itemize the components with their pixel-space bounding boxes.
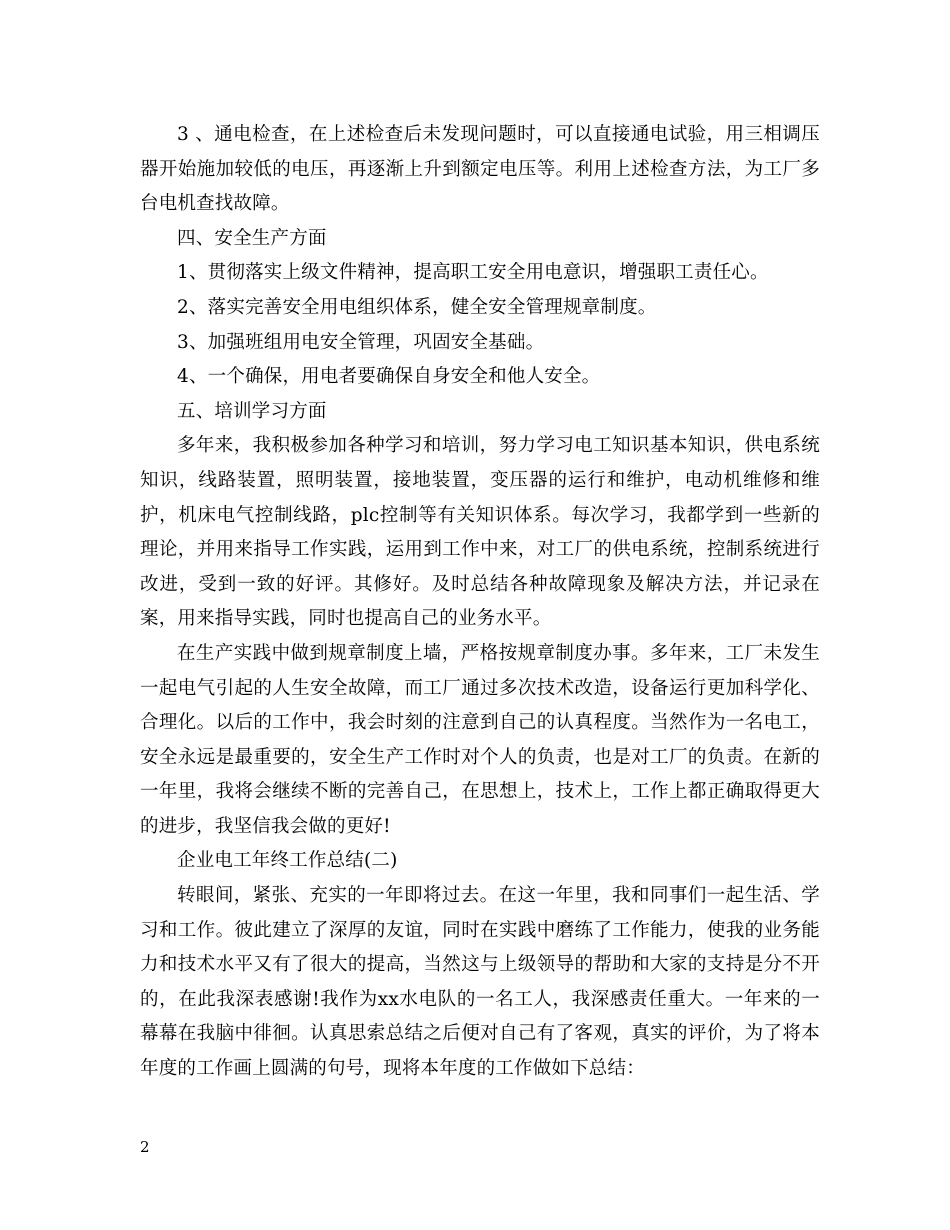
page-number: 2 <box>140 1138 150 1156</box>
list-item-safety-4: 4、一个确保，用电者要确保自身安全和他人安全。 <box>177 366 601 388</box>
section-heading-summary-2: 企业电工年终工作总结(二) <box>177 850 398 872</box>
paragraph-power-on-check: 3 、通电检查，在上述检查后未发现问题时，可以直接通电试验，用三相调压器开始施加较低的电压，再逐渐上升到额定电压等。利用上述检查方法，为工厂多台电机查找故障。 <box>140 124 820 215</box>
list-item-safety-3: 3、加强班组用电安全管理，巩固安全基础。 <box>177 331 545 353</box>
paragraph-practice: 在生产实践中做到规章制度上墙，严格按规章制度办事。多年来，工厂未发生一起电气引起的人生安全故障，而工厂通过多次技术改造，设备运行更加科学化、合理化。以后的工作中，我会时刻的注意到自己的认真程度。当然作为一名电工，安全永远是最重要的，安全生产工作时对个人的负责，也是对工厂的负责。在新的一年里，我将会继续不断的完善自己，在思想上，技术上，工作上都正确取得更大的进步，我坚信我会做的更好! <box>140 642 820 837</box>
paragraph-training: 多年来，我积极参加各种学习和培训，努力学习电工知识基本知识，供电系统知识，线路装置，照明装置，接地装置，变压器的运行和维护，电动机维修和维护，机床电气控制线路，plc控制等有关知识体系。每次学习，我都学到一些新的理论，并用来指导工作实践，运用到工作中来，对工厂的供电系统，控制系统进行改进，受到一致的好评。其修好。及时总结各种故障现象及解决方法，并记录在案，用来指导实践，同时也提高自己的业务水平。 <box>140 435 820 630</box>
list-item-safety-2: 2、落实完善安全用电组织体系，健全安全管理规章制度。 <box>177 296 657 318</box>
paragraph-summary-intro: 转眼间，紧张、充实的一年即将过去。在这一年里，我和同事们一起生活、学习和工作。彼此建立了深厚的友谊，同时在实践中磨练了工作能力，使我的业务能力和技术水平又有了很大的提高，当然这与上级领导的帮助和大家的支持是分不开的，在此我深表感谢!我作为xx水电队的一名工人，我深感责任重大。一年来的一幕幕在我脑中徘徊。认真思索总结之后便对自己有了客观，真实的评价，为了将本年度的工作画上圆满的句号，现将本年度的工作做如下总结： <box>140 885 820 1080</box>
document-body <box>140 118 820 1087</box>
list-item-safety-1: 1、贯彻落实上级文件精神，提高职工安全用电意识，增强职工责任心。 <box>177 262 769 284</box>
section-heading-safety: 四、安全生产方面 <box>177 227 327 249</box>
section-heading-training: 五、培训学习方面 <box>177 400 327 422</box>
